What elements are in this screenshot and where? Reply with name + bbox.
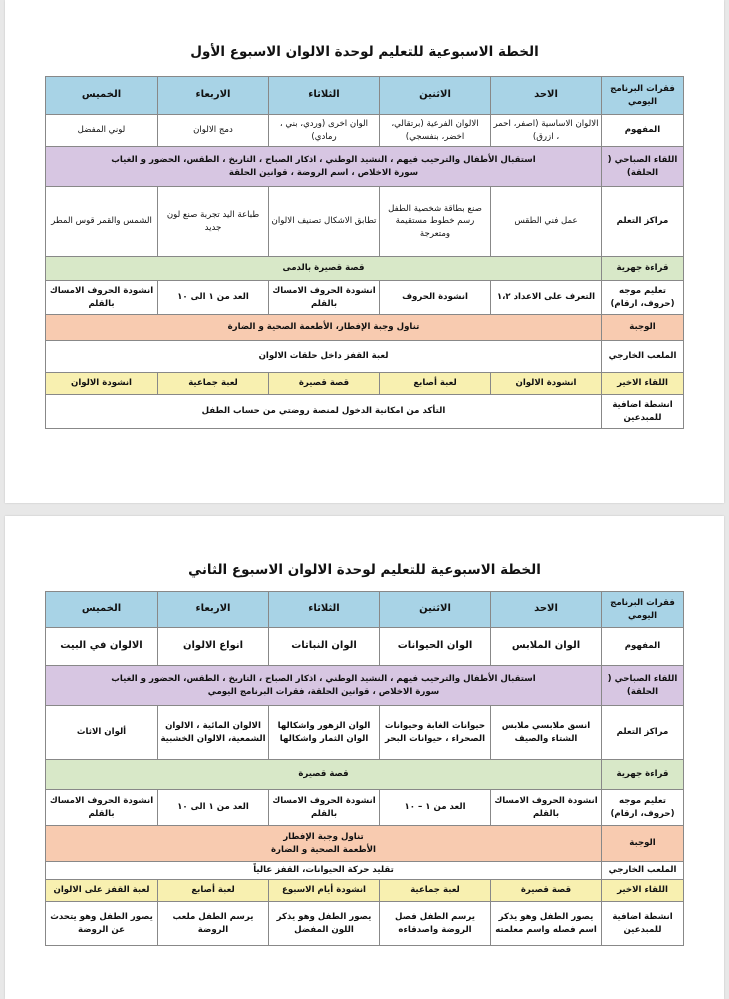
concept-row [46,628,684,666]
morning-line-2: سورة الاخلاص ، قوانين الحلقة، فقرات البرنامج اليومي [207,686,440,697]
page-week-2 [5,516,724,999]
table-cell: صنع بطاقة شخصية الطفل رسم خطوط مستقيمة ومتعرجة [380,187,491,257]
day-header: الاربعاء [158,592,269,628]
outdoor-row [46,862,684,880]
table-cell: انشودة الالوان [491,373,602,395]
day-header: الثلاثاء [269,77,380,115]
table-cell: لوني المفضل [46,115,158,147]
merged-cell: التأكد من امكانية الدخول لمنصة روضتي من حساب الطفل [46,395,602,429]
table-cell: طباعة اليد تجربة صنع لون جديد [158,187,269,257]
table-cell: الوان الزهور واشكالها الوان الثمار واشكالها [269,706,380,760]
morning-line-1: استقبال الأطفال والترحيب فيهم ، النشيد الوطني ، اذكار الصباح ، التاريخ ، الطقس، الحضور و الغياب [111,674,536,685]
table-cell: الالوان في البيت [46,628,158,666]
table-cell: انسق ملابسي ملابس الشتاء والصيف [491,706,602,760]
row-label: الملعب الخارجي [602,862,684,880]
row-label: الوجبة [602,315,684,341]
merged-cell: قصة قصيرة [46,760,602,790]
morning-row [46,666,684,706]
page-week-1 [5,0,724,503]
weekly-plan-table [45,76,684,429]
row-label: قراءة جهرية [602,257,684,281]
row-label: مراكز التعلم [602,706,684,760]
closing-row [46,880,684,902]
table-cell: العد من ١ – ١٠ [380,790,491,826]
meal-row [46,826,684,862]
table-header-row [46,77,684,115]
table-cell: لعبة جماعية [380,880,491,902]
guided-row [46,790,684,826]
program-header: فقرات البرنامج اليومي [602,592,684,628]
table-cell: يصور الطفل وهو يذكر اللون المفضل [269,902,380,946]
centers-row [46,187,684,257]
table-cell: يصور الطفل وهو يتحدث عن الروضة [46,902,158,946]
table-cell: الوان الملابس [491,628,602,666]
merged-cell: لعبة القفز داخل حلقات الالوان [46,341,602,373]
table-cell: الوان اخرى (وردي، بني ، رمادي) [269,115,380,147]
table-cell: لعبة جماعية [158,373,269,395]
row-label: انشطة اضافية للمبدعين [602,395,684,429]
table-cell: لعبة أصابع [380,373,491,395]
row-label: تعليم موجه (حروف، ارقام) [602,790,684,826]
table-cell: يرسم الطفل ملعب الروضة [158,902,269,946]
row-label: قراءة جهرية [602,760,684,790]
table-cell: يرسم الطفل فصل الروضة واصدقاءه [380,902,491,946]
reading-row [46,760,684,790]
meal-line-2: الأطعمة الصحية و الضارة [270,844,377,855]
program-header: فقرات البرنامج اليومي [602,77,684,115]
table-cell: انشودة الحروف الامساك بالقلم [46,281,158,315]
table-cell: انواع الالوان [158,628,269,666]
row-label: الوجبة [602,826,684,862]
table-cell: عمل فني الطقس [491,187,602,257]
row-label: المفهوم [602,115,684,147]
table-cell: انشودة الحروف الامساك بالقلم [269,281,380,315]
meal-line-1: تناول وجبة الإفطار [283,832,364,843]
merged-cell: تقليد حركة الحيوانات، القفز عالياً [46,862,602,880]
day-header: الاحد [491,77,602,115]
row-label: المفهوم [602,628,684,666]
table-cell: الوان النباتات [269,628,380,666]
closing-row [46,373,684,395]
table-cell: العد من ١ الى ١٠ [158,281,269,315]
merged-cell [46,826,602,862]
table-cell: انشودة الالوان [46,373,158,395]
merged-cell [46,147,602,187]
table-cell: دمج الالوان [158,115,269,147]
merged-cell: قصة قصيرة بالدمى [46,257,602,281]
day-header: الاحد [491,592,602,628]
day-header: الثلاثاء [269,592,380,628]
table-cell: الالوان الفرعية (برتقالي، اخضر، بنفسجي) [380,115,491,147]
table-cell: ألوان الاثاث [46,706,158,760]
weekly-plan-table [45,591,684,946]
page-title: الخطة الاسبوعية للتعليم لوحدة الالوان الاسبوع الثاني [188,562,541,578]
table-cell: الشمس والقمر قوس المطر [46,187,158,257]
table-cell: التعرف على الاعداد ١،٢ [491,281,602,315]
table-cell: الوان الحيوانات [380,628,491,666]
day-header: الخميس [46,77,158,115]
day-header: الاربعاء [158,77,269,115]
table-cell: حيوانات الغابة وحيوانات الصحراء ، حيوانات البحر [380,706,491,760]
table-cell: الالوان المائية ، الالوان الشمعية، الالوان الخشبية [158,706,269,760]
table-cell: انشودة الحروف الامساك بالقلم [46,790,158,826]
table-cell: الالوان الاساسية (اصفر، احمر ، ازرق) [491,115,602,147]
table-cell: انشودة الحروف الامساك بالقلم [269,790,380,826]
table-cell: تطابق الاشكال تصنيف الالوان [269,187,380,257]
page-title: الخطة الاسبوعية للتعليم لوحدة الالوان الاسبوع الأول [190,44,539,60]
row-label: تعليم موجه (حروف، ارقام) [602,281,684,315]
extra-row [46,902,684,946]
row-label: اللقاء الاخير [602,373,684,395]
merged-cell: تناول وجبة الإفطار، الأطعمة الصحية و الضارة [46,315,602,341]
row-label: اللقاء الصباحي ( الحلقة) [602,666,684,706]
table-cell: العد من ١ الى ١٠ [158,790,269,826]
row-label: انشطة اضافية للمبدعين [602,902,684,946]
concept-row [46,115,684,147]
row-label: اللقاء الصباحي ( الحلقة) [602,147,684,187]
morning-line-1: استقبال الأطفال والترحيب فيهم ، النشيد الوطني ، اذكار الصباح ، التاريخ ، الطقس، الحضور و الغياب [111,155,536,166]
table-cell: يصور الطفل وهو يذكر اسم فصله واسم معلمته [491,902,602,946]
row-label: مراكز التعلم [602,187,684,257]
day-header: الخميس [46,592,158,628]
guided-row [46,281,684,315]
row-label: اللقاء الاخير [602,880,684,902]
merged-cell [46,666,602,706]
table-cell: قصة قصيرة [491,880,602,902]
day-header: الاثنين [380,77,491,115]
morning-line-2: سورة الاخلاص ، اسم الروضة ، قوانين الحلقة [228,167,419,178]
outdoor-row [46,341,684,373]
table-header-row [46,592,684,628]
day-header: الاثنين [380,592,491,628]
meal-row [46,315,684,341]
reading-row [46,257,684,281]
morning-row [46,147,684,187]
table-cell: انشودة أيام الاسبوع [269,880,380,902]
row-label: الملعب الخارجي [602,341,684,373]
extra-row [46,395,684,429]
table-cell: لعبة أصابع [158,880,269,902]
table-cell: لعبة القفز على الالوان [46,880,158,902]
centers-row [46,706,684,760]
table-cell: قصة قصيرة [269,373,380,395]
table-cell: انشودة الحروف الامساك بالقلم [491,790,602,826]
table-cell: انشودة الحروف [380,281,491,315]
